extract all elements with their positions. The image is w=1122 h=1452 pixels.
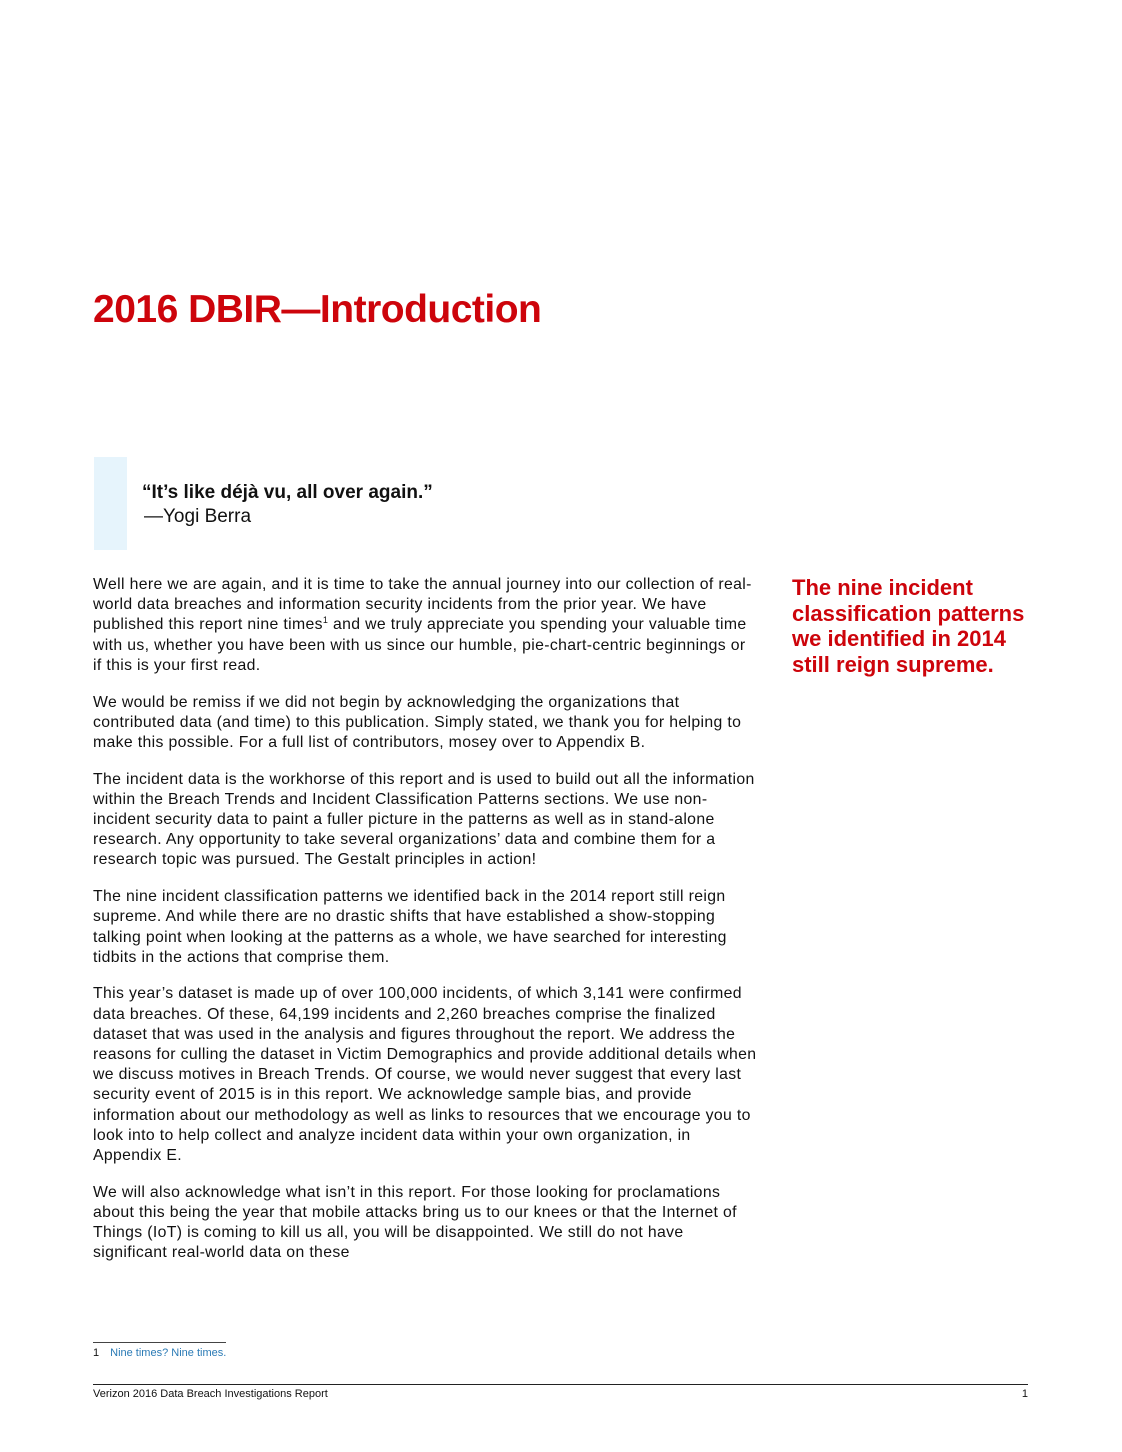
footnote-divider xyxy=(93,1342,226,1343)
paragraph-1 xyxy=(93,575,758,676)
paragraph-4: The nine incident classification patterns we identified back in the 2014 report still reign supreme. And while there are no drastic shifts that have established a show-stopping talking point when looking at the patterns as a whole, we have searched for interesting tidbits in the actions that comprise them. xyxy=(93,888,727,966)
quote-text: “It’s like déjà vu, all over again.” xyxy=(142,482,433,503)
body-text-column xyxy=(93,575,758,1264)
footnote-ref[interactable]: 1 xyxy=(322,615,329,626)
paragraph-2: We would be remiss if we did not begin by acknowledging the organizations that contributed data (and time) to this publication. Simply stated, we thank you for helping to make this possible. For a full list of contributors, mosey over to Appendix B. xyxy=(93,693,742,751)
footnote-text[interactable]: Nine times? Nine times. xyxy=(110,1347,227,1359)
epigraph-quote xyxy=(94,457,694,550)
paragraph-1-text-a: Well here we are again, and it is time to take the annual journey into our collection of real-world data breaches and information security incidents from the prior year. We have published this report nine times xyxy=(93,576,752,634)
footer-report-title: Verizon 2016 Data Breach Investigations Report xyxy=(93,1388,328,1400)
quote-author: —Yogi Berra xyxy=(144,506,252,527)
pull-quote: The nine incident classification patterns we identified in 2014 still reign supreme. xyxy=(792,575,1025,677)
footer-page-number: 1 xyxy=(1021,1388,1028,1400)
paragraph-3: The incident data is the workhorse of this report and is used to build out all the information within the Breach Trends and Incident Classification Patterns sections. We use non-incident security data to paint a fuller picture in the patterns as well as in stand-alone research. Any opportunity to take several organizations’ data and combine them for a research topic was pursued. The Gestalt principles in action! xyxy=(93,770,755,869)
footnote xyxy=(93,1347,226,1359)
footnote-number: 1 xyxy=(93,1347,100,1359)
paragraph-6: We will also acknowledge what isn’t in this report. For those looking for proclamations about this being the year that mobile attacks bring us to our knees or that the Internet of Things (IoT) is coming to kill us all, you will be disappointed. We still do not have significant real-world data on these xyxy=(93,1183,737,1262)
page-title: 2016 DBIR—Introduction xyxy=(93,288,542,331)
quote-accent-bar xyxy=(94,457,127,550)
footer-divider xyxy=(93,1384,1028,1385)
paragraph-5: This year’s dataset is made up of over 100,000 incidents, of which 3,141 were confirmed data breaches. Of these, 64,199 incidents and 2,260 breaches comprise the finalized dataset that was used in the analysis and figures throughout the report. We address the reasons for culling the dataset in Victim Demographics and provide additional details when we discuss motives in Breach Trends. Of course, we would never suggest that every last security event of 2015 is in this report. We acknowledge sample bias, and provide information about our methodology as well as links to resources that we encourage you to look into to help collect and analyze incident data within your own organization, in Appendix E. xyxy=(93,985,757,1165)
paragraph-1-text-b: and we truly appreciate you spending your valuable time with us, whether you have been with us since our humble, pie-chart-centric beginnings or if this is your first read. xyxy=(93,616,747,674)
